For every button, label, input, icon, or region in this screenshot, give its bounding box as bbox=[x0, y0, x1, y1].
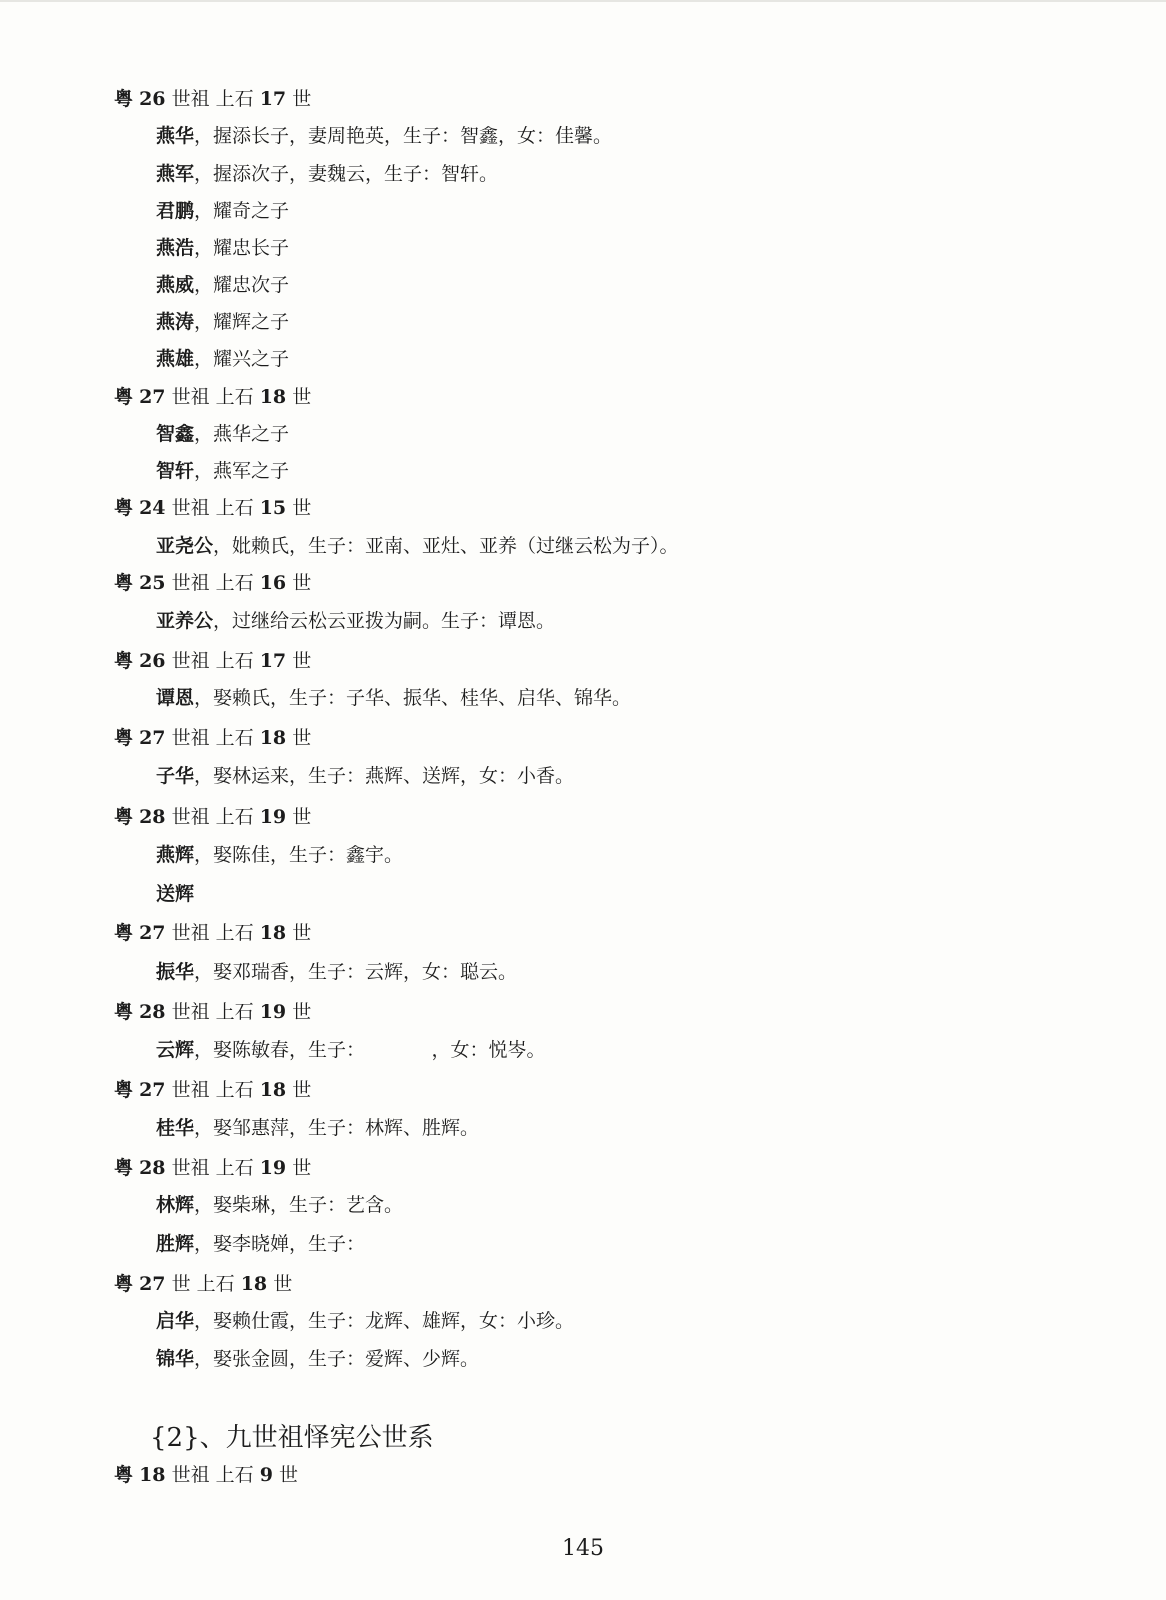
shangshi-generation-number: 18 bbox=[259, 727, 287, 749]
yue-label: 粤 bbox=[114, 497, 134, 519]
yue-generation-number: 18 bbox=[139, 1464, 166, 1486]
genealogy-entry bbox=[156, 846, 403, 865]
entry-text: ，娶邓瑞香，生子：云辉，女：聪云。 bbox=[194, 961, 518, 983]
yue-label: 粤 bbox=[114, 572, 134, 594]
generation-heading bbox=[114, 574, 311, 593]
genealogy-entry bbox=[156, 1041, 546, 1060]
person-name: 送辉 bbox=[156, 883, 195, 905]
yue-label: 粤 bbox=[114, 1079, 134, 1101]
genealogy-entry bbox=[156, 350, 289, 369]
shi-label: 世 bbox=[292, 497, 312, 519]
entry-text: ，娶陈佳，生子：鑫宇。 bbox=[194, 844, 404, 866]
entry-text: ，握添次子，妻魏云，生子：智轩。 bbox=[194, 163, 499, 185]
person-name: 谭恩 bbox=[156, 687, 195, 709]
person-name: 智鑫 bbox=[156, 423, 195, 445]
generation-heading bbox=[114, 1159, 311, 1178]
entry-text: ，耀兴之子 bbox=[194, 348, 290, 370]
shi-label: 世 bbox=[292, 572, 312, 594]
shangshi-generation-number: 19 bbox=[259, 1001, 287, 1023]
person-name: 振华 bbox=[156, 961, 195, 983]
yue-label: 粤 bbox=[114, 922, 134, 944]
yue-label: 粤 bbox=[114, 386, 134, 408]
shi-zu-label: 世祖 bbox=[171, 922, 210, 944]
person-name: 燕军 bbox=[156, 163, 195, 185]
shi-label: 世 bbox=[171, 1273, 191, 1295]
person-name: 云辉 bbox=[156, 1039, 195, 1061]
genealogy-entry bbox=[156, 612, 555, 631]
shi-zu-label: 世祖 bbox=[171, 88, 210, 110]
genealogy-entry bbox=[156, 313, 289, 332]
shangshi-label: 上石 bbox=[215, 650, 254, 672]
person-name: 亚养公 bbox=[156, 610, 214, 632]
shi-zu-label: 世祖 bbox=[171, 1157, 210, 1179]
shangshi-label: 上石 bbox=[215, 1001, 254, 1023]
yue-generation-number: 28 bbox=[139, 1157, 166, 1179]
genealogy-entry bbox=[156, 689, 631, 708]
yue-generation-number: 25 bbox=[139, 572, 166, 594]
shangshi-generation-number: 18 bbox=[259, 386, 287, 408]
entry-text: ，燕华之子 bbox=[194, 423, 290, 445]
entry-text: ，耀忠次子 bbox=[194, 274, 290, 296]
shi-zu-label: 世祖 bbox=[171, 497, 210, 519]
entry-text: ，娶邹惠萍，生子：林辉、胜辉。 bbox=[194, 1117, 480, 1139]
shangshi-label: 上石 bbox=[215, 922, 254, 944]
genealogy-entry bbox=[156, 1350, 479, 1369]
shi-label: 世 bbox=[292, 727, 312, 749]
yue-generation-number: 27 bbox=[139, 1079, 166, 1101]
section-title: {2}、九世祖怿宪公世系 bbox=[150, 1423, 434, 1453]
shangshi-generation-number: 18 bbox=[259, 1079, 287, 1101]
shangshi-generation-number: 18 bbox=[240, 1273, 268, 1295]
person-name: 子华 bbox=[156, 765, 195, 787]
generation-heading bbox=[114, 499, 311, 518]
genealogy-entry bbox=[156, 462, 289, 481]
genealogy-entry bbox=[156, 1119, 479, 1138]
shi-label: 世 bbox=[273, 1273, 293, 1295]
shangshi-generation-number: 18 bbox=[259, 922, 287, 944]
shangshi-label: 上石 bbox=[215, 1464, 254, 1486]
shi-zu-label: 世祖 bbox=[171, 1001, 210, 1023]
genealogy-entry bbox=[156, 767, 574, 786]
generation-heading bbox=[114, 729, 311, 748]
yue-label: 粤 bbox=[114, 1464, 134, 1486]
shi-label: 世 bbox=[292, 1157, 312, 1179]
shi-zu-label: 世祖 bbox=[171, 650, 210, 672]
person-name: 锦华 bbox=[156, 1348, 195, 1370]
shi-label: 世 bbox=[278, 1464, 298, 1486]
yue-generation-number: 26 bbox=[139, 650, 166, 672]
shangshi-label: 上石 bbox=[196, 1273, 235, 1295]
genealogy-entry bbox=[156, 127, 612, 146]
yue-generation-number: 27 bbox=[139, 1273, 166, 1295]
entry-text: ，耀奇之子 bbox=[194, 200, 290, 222]
page-number: 145 bbox=[562, 1536, 604, 1561]
person-name: 胜辉 bbox=[156, 1233, 195, 1255]
generation-heading bbox=[114, 808, 311, 827]
shangshi-generation-number: 19 bbox=[259, 806, 287, 828]
genealogy-entry bbox=[156, 1235, 365, 1254]
yue-label: 粤 bbox=[114, 650, 134, 672]
yue-label: 粤 bbox=[114, 1273, 134, 1295]
yue-generation-number: 27 bbox=[139, 727, 166, 749]
scan-edge bbox=[0, 0, 1166, 2]
shi-label: 世 bbox=[292, 1079, 312, 1101]
person-name: 君鹏 bbox=[156, 200, 195, 222]
entry-text: ，妣赖氏，生子：亚南、亚灶、亚养（过继云松为子）。 bbox=[213, 535, 679, 557]
genealogy-entry bbox=[156, 239, 289, 258]
genealogy-entry bbox=[156, 202, 289, 221]
genealogy-entry bbox=[156, 165, 498, 184]
shangshi-generation-number: 17 bbox=[259, 650, 287, 672]
entry-text: ，娶林运来，生子：燕辉、送辉，女：小香。 bbox=[194, 765, 575, 787]
yue-generation-number: 27 bbox=[139, 386, 166, 408]
shi-label: 世 bbox=[292, 386, 312, 408]
entry-text: ，耀忠长子 bbox=[194, 237, 290, 259]
generation-heading bbox=[114, 1081, 311, 1100]
shi-zu-label: 世祖 bbox=[171, 806, 210, 828]
shangshi-label: 上石 bbox=[215, 386, 254, 408]
yue-generation-number: 26 bbox=[139, 88, 166, 110]
person-name: 燕威 bbox=[156, 274, 195, 296]
entry-text: ，娶柴琳，生子：艺含。 bbox=[194, 1194, 404, 1216]
person-name: 亚尧公 bbox=[156, 535, 214, 557]
person-name: 智轩 bbox=[156, 460, 195, 482]
yue-label: 粤 bbox=[114, 806, 134, 828]
entry-text: ，娶陈敏春，生子： ，女：悦岑。 bbox=[194, 1039, 546, 1061]
person-name: 林辉 bbox=[156, 1194, 195, 1216]
generation-heading bbox=[114, 1275, 292, 1294]
shangshi-label: 上石 bbox=[215, 572, 254, 594]
person-name: 启华 bbox=[156, 1310, 195, 1332]
shangshi-generation-number: 15 bbox=[259, 497, 287, 519]
genealogy-entry bbox=[156, 425, 289, 444]
yue-label: 粤 bbox=[114, 1001, 134, 1023]
person-name: 燕涛 bbox=[156, 311, 195, 333]
entry-text: ，燕军之子 bbox=[194, 460, 290, 482]
entry-text: ，娶张金圆，生子：爱辉、少辉。 bbox=[194, 1348, 480, 1370]
shi-label: 世 bbox=[292, 806, 312, 828]
yue-generation-number: 24 bbox=[139, 497, 166, 519]
shangshi-generation-number: 19 bbox=[259, 1157, 287, 1179]
shi-zu-label: 世祖 bbox=[171, 1464, 210, 1486]
shi-zu-label: 世祖 bbox=[171, 727, 210, 749]
shangshi-label: 上石 bbox=[215, 806, 254, 828]
shangshi-label: 上石 bbox=[215, 88, 254, 110]
person-name: 燕雄 bbox=[156, 348, 195, 370]
entry-text: ，过继给云松云亚拨为嗣。生子：谭恩。 bbox=[213, 610, 556, 632]
person-name: 桂华 bbox=[156, 1117, 195, 1139]
entry-text: ，娶李晓婵，生子： bbox=[194, 1233, 366, 1255]
shi-zu-label: 世祖 bbox=[171, 386, 210, 408]
shi-label: 世 bbox=[292, 88, 312, 110]
person-name: 燕浩 bbox=[156, 237, 195, 259]
entry-text: ，握添长子，妻周艳英，生子：智鑫，女：佳馨。 bbox=[194, 125, 613, 147]
entry-text: ，娶赖仕霞，生子：龙辉、雄辉，女：小珍。 bbox=[194, 1310, 575, 1332]
yue-generation-number: 28 bbox=[139, 1001, 166, 1023]
shangshi-label: 上石 bbox=[215, 497, 254, 519]
entry-text: ，耀辉之子 bbox=[194, 311, 290, 333]
generation-heading bbox=[114, 924, 311, 943]
person-name: 燕华 bbox=[156, 125, 195, 147]
yue-label: 粤 bbox=[114, 88, 134, 110]
shi-label: 世 bbox=[292, 1001, 312, 1023]
shangshi-label: 上石 bbox=[215, 727, 254, 749]
generation-heading bbox=[114, 1466, 298, 1485]
genealogy-entry bbox=[156, 1312, 574, 1331]
entry-text: ，娶赖氏，生子：子华、振华、桂华、启华、锦华。 bbox=[194, 687, 632, 709]
shangshi-label: 上石 bbox=[215, 1157, 254, 1179]
shi-zu-label: 世祖 bbox=[171, 572, 210, 594]
generation-heading bbox=[114, 1003, 311, 1022]
shangshi-generation-number: 16 bbox=[259, 572, 287, 594]
shangshi-generation-number: 17 bbox=[259, 88, 287, 110]
shangshi-label: 上石 bbox=[215, 1079, 254, 1101]
genealogy-entry bbox=[156, 885, 194, 904]
yue-generation-number: 28 bbox=[139, 806, 166, 828]
yue-generation-number: 27 bbox=[139, 922, 166, 944]
genealogy-entry bbox=[156, 1196, 403, 1215]
yue-label: 粤 bbox=[114, 1157, 134, 1179]
generation-heading bbox=[114, 388, 311, 407]
person-name: 燕辉 bbox=[156, 844, 195, 866]
genealogy-entry bbox=[156, 276, 289, 295]
yue-label: 粤 bbox=[114, 727, 134, 749]
shi-label: 世 bbox=[292, 922, 312, 944]
genealogy-entry bbox=[156, 963, 517, 982]
generation-heading bbox=[114, 652, 311, 671]
genealogy-entry bbox=[156, 537, 679, 556]
shangshi-generation-number: 9 bbox=[259, 1464, 273, 1486]
shi-label: 世 bbox=[292, 650, 312, 672]
shi-zu-label: 世祖 bbox=[171, 1079, 210, 1101]
generation-heading bbox=[114, 90, 311, 109]
